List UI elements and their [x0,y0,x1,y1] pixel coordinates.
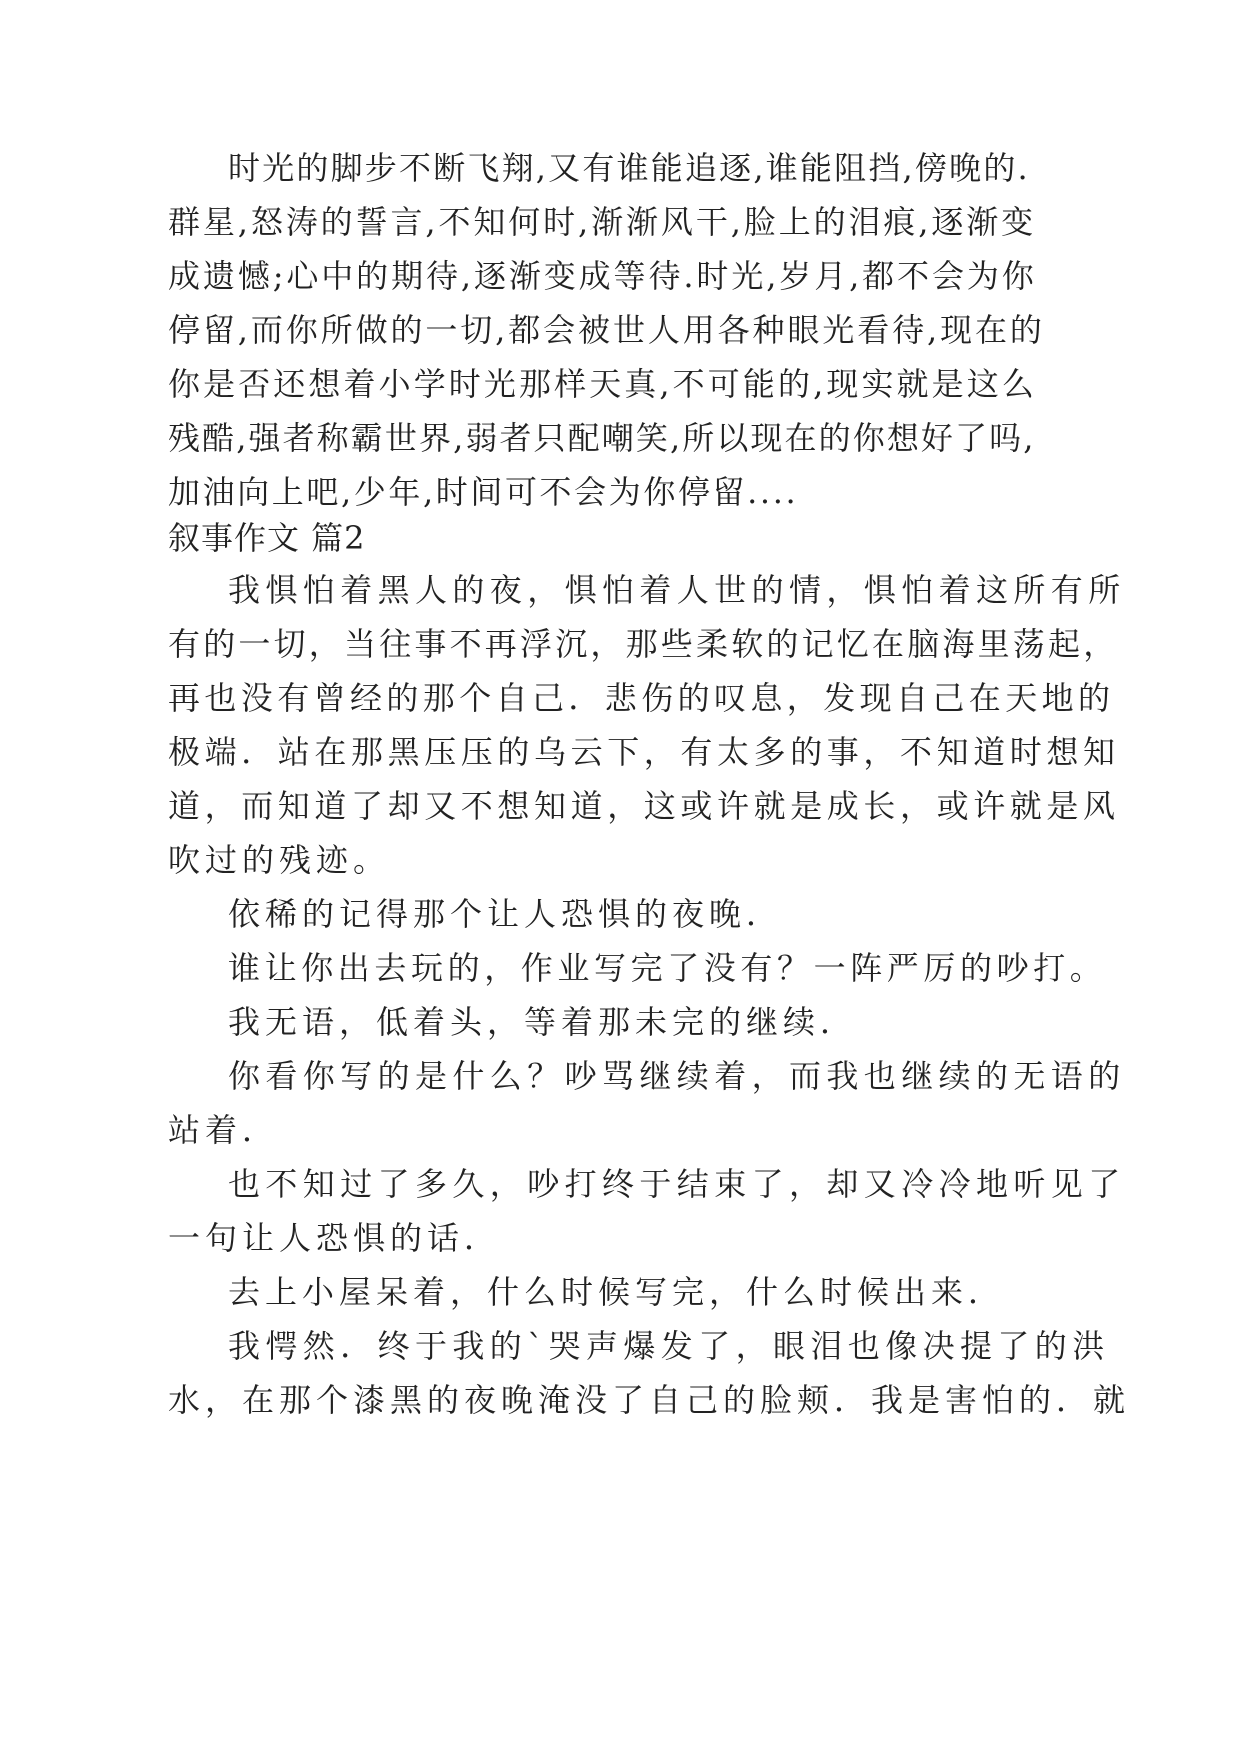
text-line: 我惧怕着黑人的夜，惧怕着人世的情，惧怕着这所有所 [228,571,1126,609]
text-line: 时光的脚步不断飞翔,又有谁能追逐,谁能阻挡,傍晚的. [228,149,1030,187]
text-line: 你是否还想着小学时光那样天真,不可能的,现实就是这么 [168,365,1037,403]
section-heading: 叙事作文 篇2 [168,519,366,557]
text-line: 水，在那个漆黑的夜晚淹没了自己的脸颊．我是害怕的．就 [168,1381,1131,1419]
text-line: 你看你写的是什么？吵骂继续着，而我也继续的无语的 [228,1057,1126,1095]
text-line: 群星,怒涛的誓言,不知何时,渐渐风干,脸上的泪痕,逐渐变 [168,203,1037,241]
text-line: 去上小屋呆着，什么时候写完，什么时候出来． [228,1273,1006,1311]
text-line: 吹过的残迹。 [168,841,391,879]
text-line: 道，而知道了却又不想知道，这或许就是成长，或许就是风 [168,787,1120,825]
text-line: 极端．站在那黑压压的乌云下，有太多的事，不知道时想知 [168,733,1120,771]
text-line: 依稀的记得那个让人恐惧的夜晚． [228,895,784,933]
text-line: 站着． [168,1111,280,1149]
text-line: 停留,而你所做的一切,都会被世人用各种眼光看待,现在的 [168,311,1045,349]
text-line: 加油向上吧,少年,时间可不会为你停留.... [168,473,799,511]
text-line: 一句让人恐惧的话． [168,1219,502,1257]
text-line: 残酷,强者称霸世界,弱者只配嘲笑,所以现在的你想好了吗, [168,419,1036,457]
text-line: 我愕然．终于我的`哭声爆发了，眼泪也像决提了的洪 [228,1327,1110,1365]
text-line: 也不知过了多久，吵打终于结束了，却又冷冷地听见了 [228,1165,1126,1203]
text-line: 再也没有曾经的那个自己．悲伤的叹息，发现自己在天地的 [168,679,1115,717]
text-line: 我无语，低着头，等着那未完的继续． [228,1003,858,1041]
text-line: 谁让你出去玩的，作业写完了没有？一阵严厉的吵打。 [228,949,1107,987]
text-line: 成遗憾;心中的期待,逐渐变成等待.时光,岁月,都不会为你 [168,257,1037,295]
text-line: 有的一切，当往事不再浮沉，那些柔软的记忆在脑海里荡起， [168,625,1119,663]
